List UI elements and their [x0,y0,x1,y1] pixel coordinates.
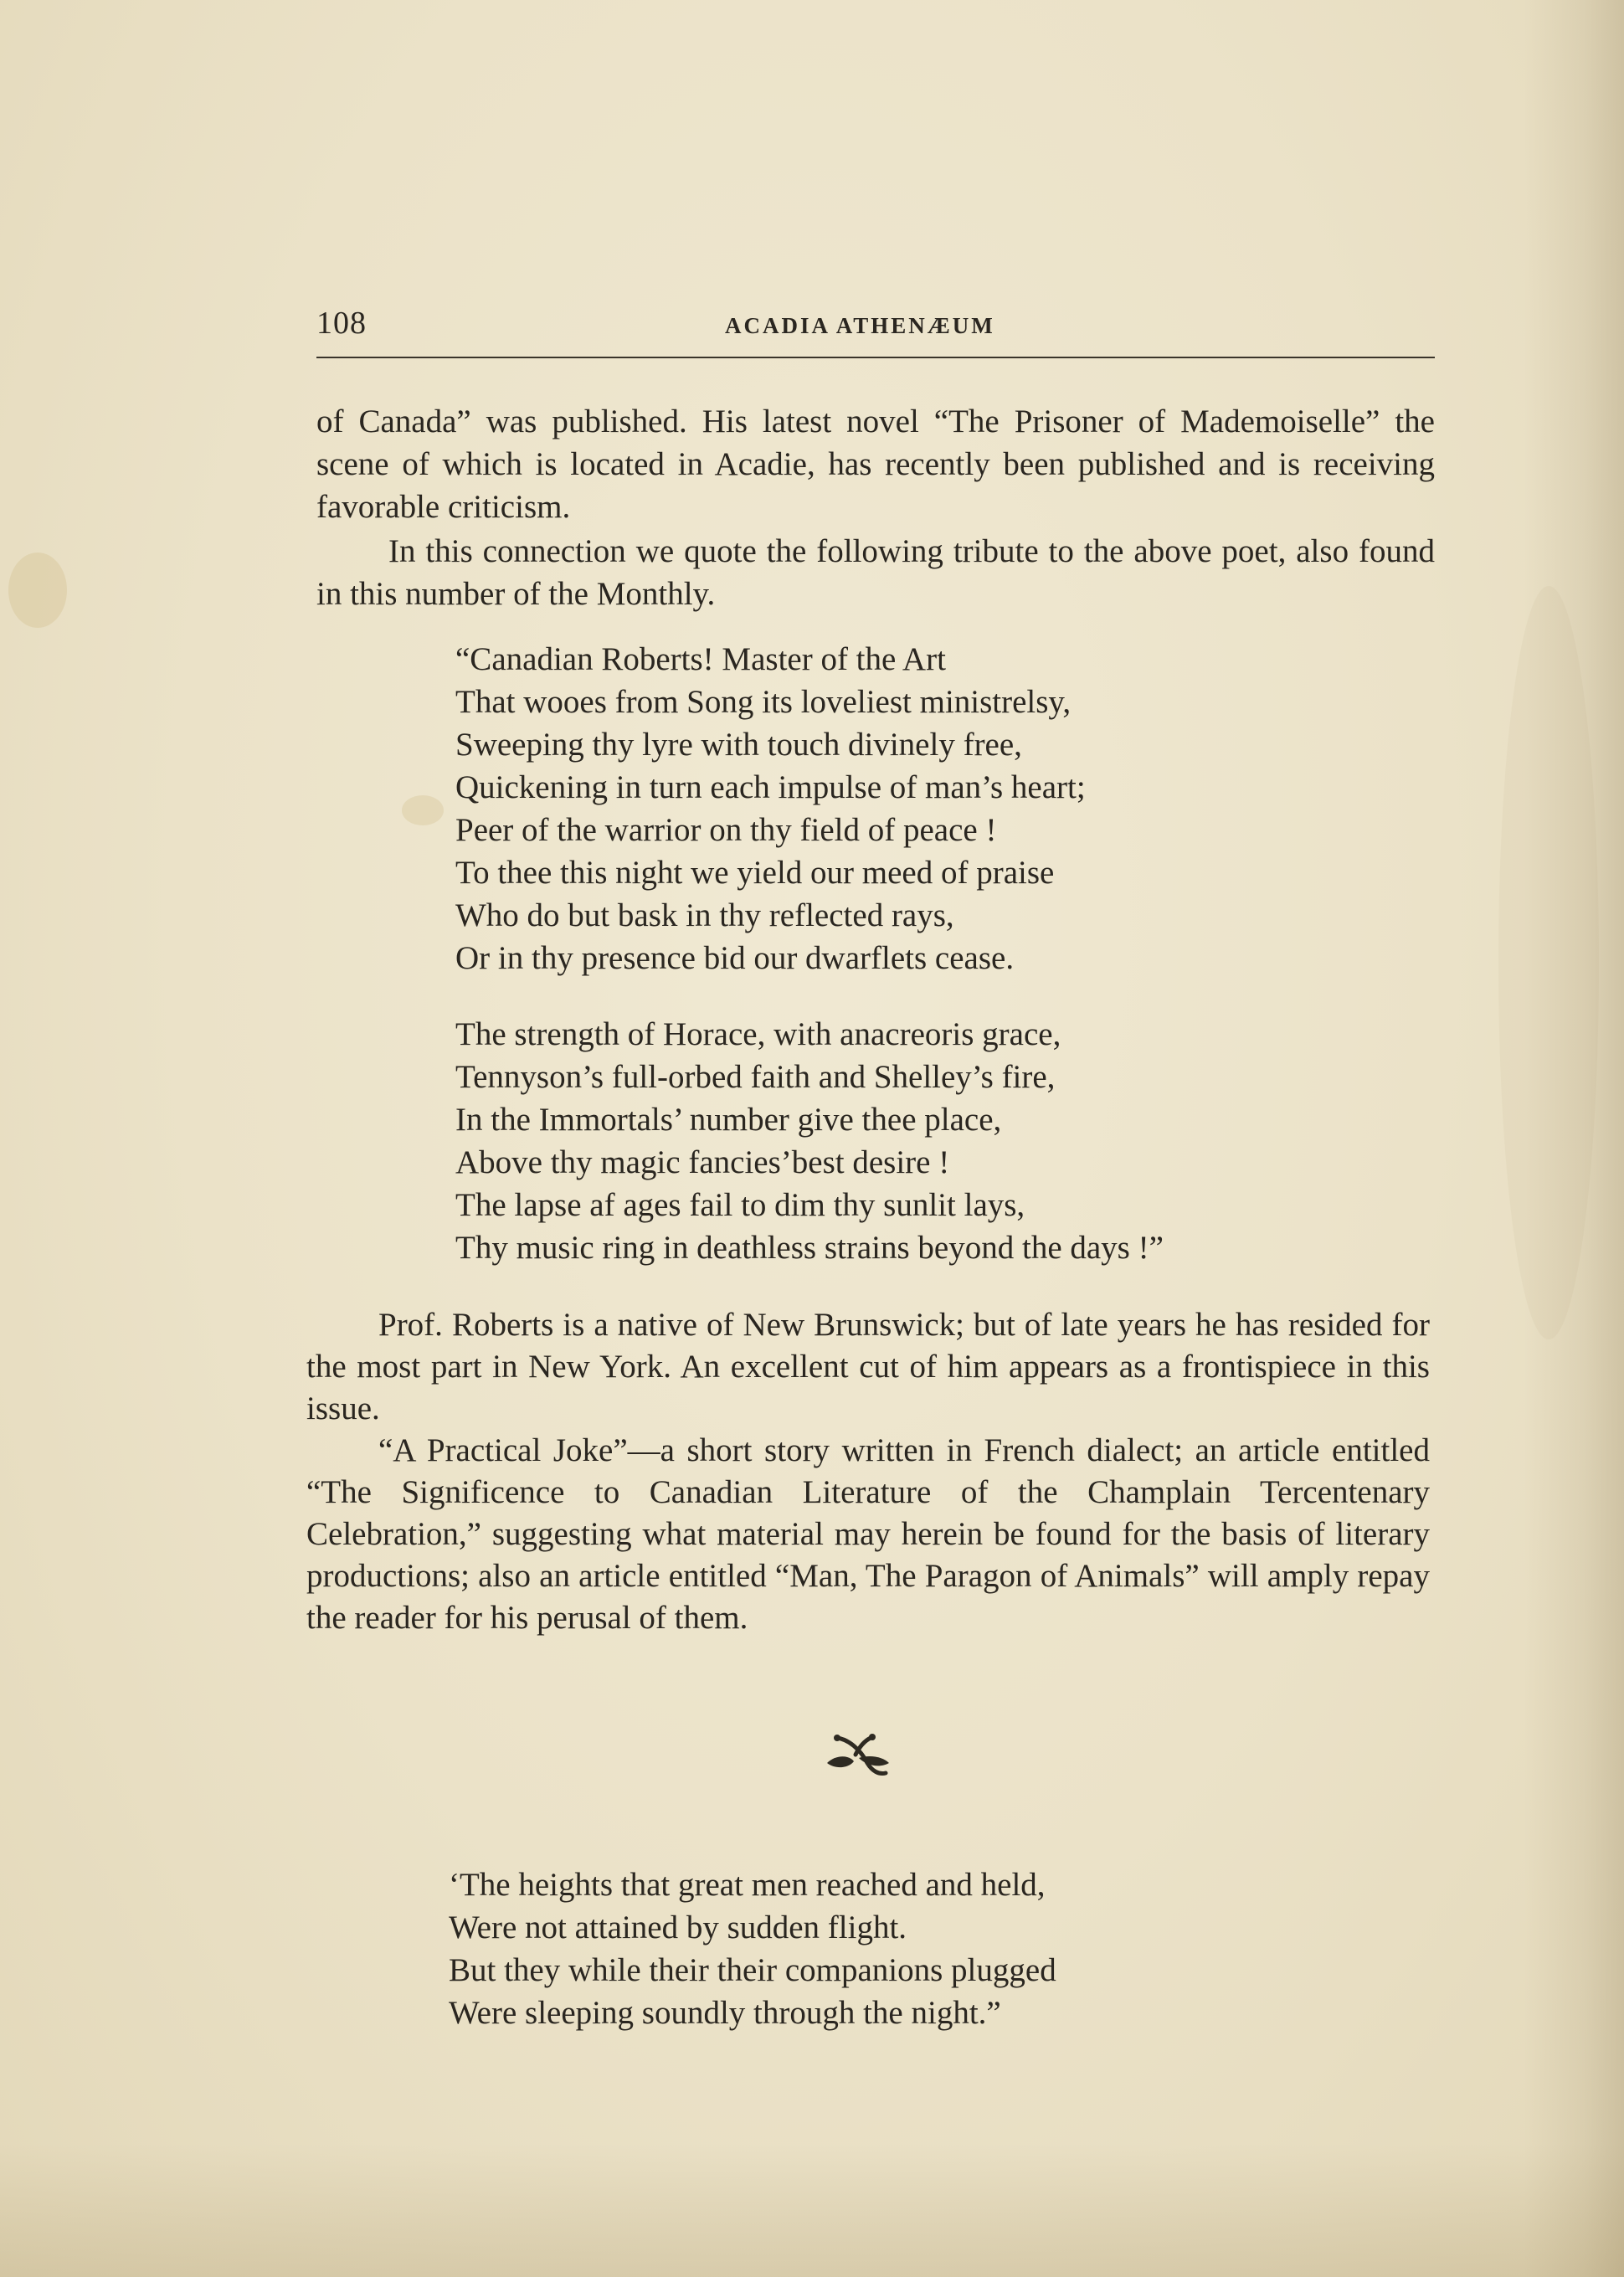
verse-line: Were sleeping soundly through the night.” [449,1995,1001,2031]
verse-line: The strength of Horace, with anacreoris grace, [455,1016,1061,1052]
verse-line: Peer of the warrior on thy field of peace ! [455,812,997,848]
verse-line: Tennyson’s full-orbed faith and Shelley’s fire, [455,1059,1056,1095]
verse-line: Who do but bask in thy reflected rays, [455,897,954,933]
verse-line: Sweeping thy lyre with touch divinely free, [455,727,1022,763]
verse-line: Thy music ring in deathless strains beyond the days !” [455,1230,1164,1266]
running-head: ACADIA ATHENÆUM [725,313,995,338]
paragraph: Prof. Roberts is a native of New Brunswick; but of late years he has resided for the most part in New York. An excellent cut of him appears as a frontispiece in this issue. [306,1307,1430,1426]
verse-line: The lapse af ages fail to dim thy sunlit lays, [455,1187,1025,1223]
paper-stain [402,795,444,825]
verse-line: To thee this night we yield our meed of praise [455,855,1055,891]
page-bottom-shadow [0,2143,1624,2277]
verse-line: Above thy magic fancies’best desire ! [455,1144,950,1180]
top-prose [316,400,1435,615]
verse-line: ‘The heights that great men reached and held, [449,1867,1046,1903]
closing-verse [449,1863,1056,2034]
paper-stain [8,553,67,628]
verse-line: In the Immortals’ number give thee place, [455,1102,1002,1138]
page-number: 108 [316,306,367,341]
page-edge-shadow [1524,0,1624,2277]
verse-line: Or in thy presence bid our dwarflets cease. [455,940,1015,976]
paragraph: “A Practical Joke”—a short story written in French dialect; an article entitled “The Significence to Canadian Literature of the Champlain Tercentenary Celebration,” suggesting what material may herein be found for the basis of literary productions; also an article entitled “Man, The Paragon of Animals” will amply repay the reader for his perusal of them. [306,1432,1430,1636]
verse-line: “Canadian Roberts! Master of the Art [455,641,946,677]
verse-line: Quickening in turn each impulse of man’s heart; [455,769,1086,805]
poem-stanza-2 [455,1013,1164,1269]
paragraph: In this connection we quote the following tribute to the above poet, also found in this number of the Monthly. [316,533,1435,612]
verse-line: That wooes from Song its loveliest ministrelsy, [455,684,1072,720]
paragraph: of Canada” was published. His latest novel “The Prisoner of Mademoiselle” the scene of which is located in Acadie, has recently been published and is receiving favorable criticism. [316,403,1435,525]
verse-line: But they while their their companions plugged [449,1952,1056,1988]
verse-line: Were not attained by sudden flight. [449,1909,907,1945]
leaf-fleuron-icon [820,1730,892,1780]
bottom-prose [306,1304,1430,1639]
page-header [316,301,1435,358]
poem-stanza-1 [455,638,1086,979]
